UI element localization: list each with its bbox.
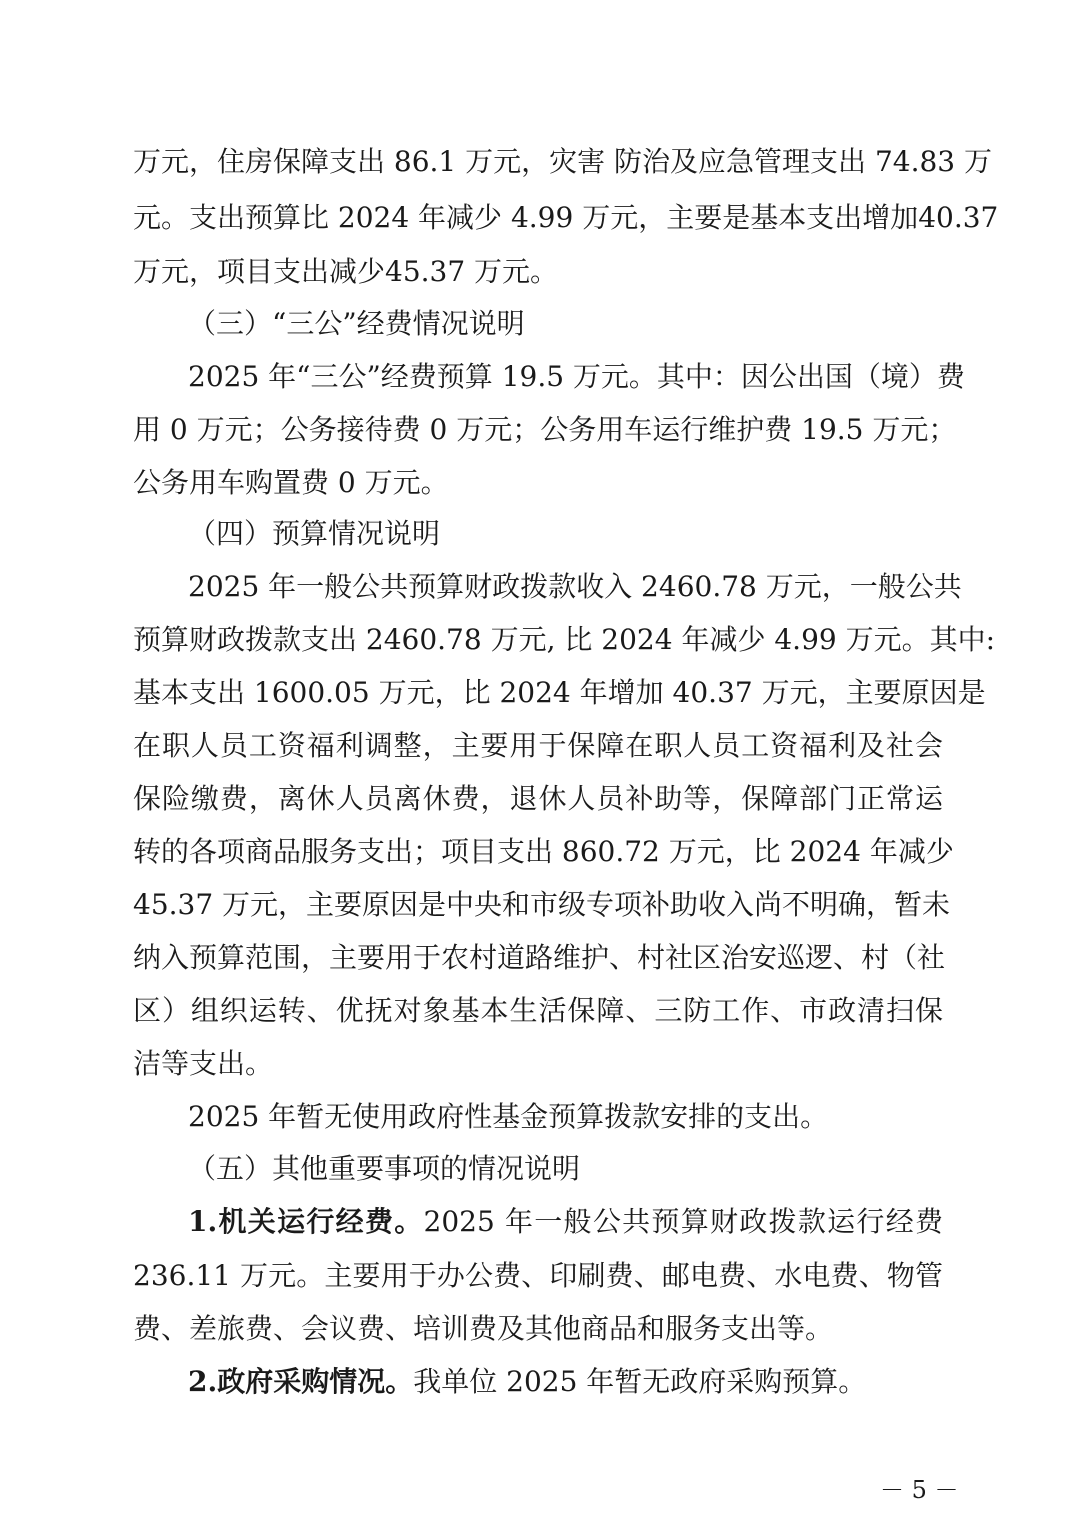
section-5-item-1-line-3: 费、差旅费、会议费、培训费及其他商品和服务支出等。 bbox=[133, 1312, 834, 1345]
section-3-line-3: 公务用车购置费 0 万元。 bbox=[133, 466, 449, 499]
page-number: － 5 － bbox=[880, 1476, 959, 1504]
section-5-heading: （五）其他重要事项的情况说明 bbox=[188, 1152, 581, 1185]
section-4-line-2: 预算财政拨款支出 2460.78 万元, 比 2024 年减少 4.99 万元。其中: bbox=[133, 623, 996, 656]
section-4-line-4: 在职人员工资福利调整，主要用于保障在职人员工资福利及社会 bbox=[133, 729, 943, 762]
section-4-fund-note: 2025 年暂无使用政府性基金预算拨款安排的支出。 bbox=[188, 1100, 829, 1133]
paragraph-1-line-3: 万元，项目支出减少45.37 万元。 bbox=[133, 255, 559, 288]
section-3-heading: （三）“三公”经费情况说明 bbox=[188, 307, 525, 340]
section-5-item-1-line-2: 236.11 万元。主要用于办公费、印刷费、邮电费、水电费、物管 bbox=[133, 1259, 943, 1292]
section-4-line-7: 45.37 万元，主要原因是中央和市级专项补助收入尚不明确，暂未 bbox=[133, 888, 951, 921]
paragraph-1-line-1: 万元，住房保障支出 86.1 万元，灾害 防治及应急管理支出 74.83 万 bbox=[133, 145, 993, 178]
section-4-line-1: 2025 年一般公共预算财政拨款收入 2460.78 万元，一般公共 bbox=[188, 570, 962, 603]
section-3-line-1: 2025 年“三公”经费预算 19.5 万元。其中：因公出国（境）费 bbox=[188, 360, 965, 393]
section-5-item-2-line-1 bbox=[188, 1362, 943, 1402]
section-4-line-6: 转的各项商品服务支出；项目支出 860.72 万元，比 2024 年减少 bbox=[133, 835, 954, 868]
section-4-line-8: 纳入预算范围，主要用于农村道路维护、村社区治安巡逻、村（社 bbox=[133, 941, 946, 974]
section-4-line-9: 区）组织运转、优抚对象基本生活保障、三防工作、市政清扫保 bbox=[133, 994, 943, 1027]
section-5-item-1-text: 2025 年一般公共预算财政拨款运行经费 bbox=[423, 1205, 943, 1238]
section-5-item-1-line-1 bbox=[188, 1202, 943, 1242]
section-5-item-1-title: 1.机关运行经费。 bbox=[188, 1205, 424, 1238]
section-4-line-5: 保险缴费，离休人员离休费，退休人员补助等，保障部门正常运 bbox=[133, 782, 943, 815]
section-3-line-2: 用 0 万元；公务接待费 0 万元；公务用车运行维护费 19.5 万元； bbox=[133, 413, 957, 446]
paragraph-1-line-2: 元。支出预算比 2024 年减少 4.99 万元，主要是基本支出增加40.37 bbox=[133, 201, 999, 234]
section-5-item-2-title: 2.政府采购情况。 bbox=[188, 1365, 414, 1398]
section-4-heading: （四）预算情况说明 bbox=[188, 517, 441, 550]
section-5-item-2-text: 我单位 2025 年暂无政府采购预算。 bbox=[413, 1365, 867, 1398]
section-4-line-3: 基本支出 1600.05 万元，比 2024 年增加 40.37 万元，主要原因是 bbox=[133, 676, 986, 709]
section-4-line-10: 洁等支出。 bbox=[133, 1047, 274, 1080]
